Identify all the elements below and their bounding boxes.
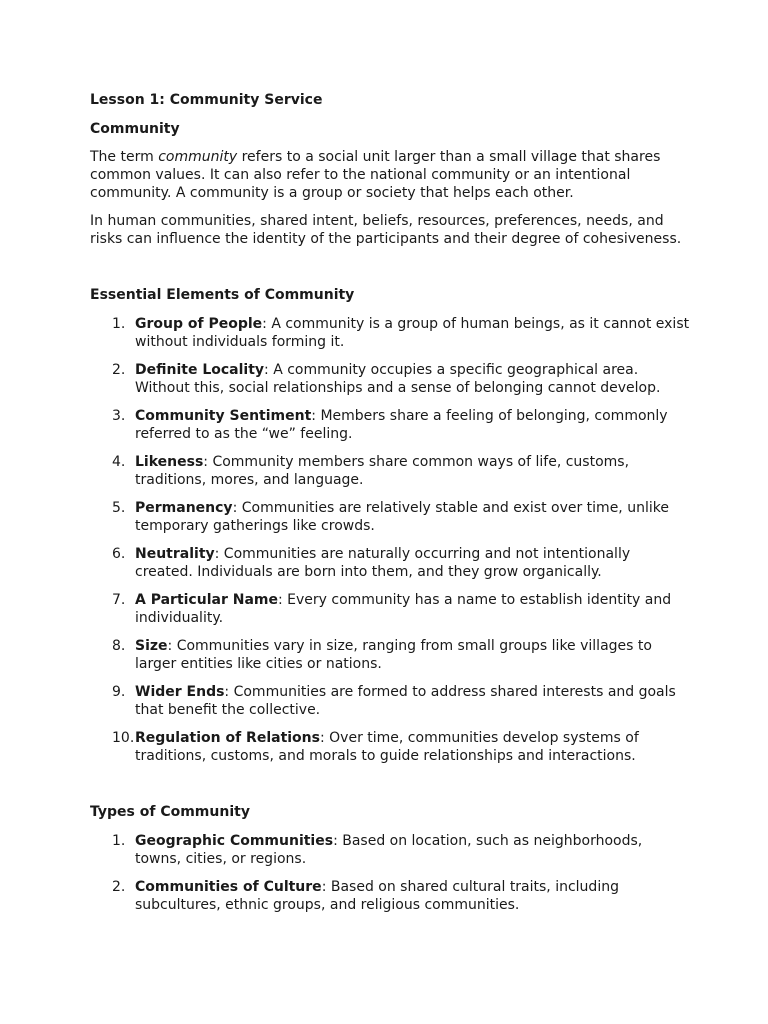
list-term: Likeness — [135, 454, 204, 470]
list-item — [90, 832, 690, 868]
list-number: 6. — [112, 546, 126, 562]
list-item — [90, 407, 690, 443]
list-number: 7. — [112, 592, 126, 608]
list-text: : Based on shared cultural traits, including subcultures, ethnic groups, and religious communities. — [135, 879, 619, 913]
list-term: Definite Locality — [135, 362, 265, 378]
list-term: Neutrality — [135, 546, 215, 562]
list-term: Geographic Communities — [135, 833, 334, 849]
intro-paragraph-1 — [90, 148, 690, 202]
lesson-title: Lesson 1: Community Service — [90, 92, 323, 108]
list-number: 1. — [112, 316, 126, 332]
list-number: 1. — [112, 833, 126, 849]
list-term: Communities of Culture — [135, 879, 322, 895]
list-item — [90, 683, 690, 719]
list-text: : Community members share common ways of life, customs, traditions, mores, and language. — [135, 454, 630, 488]
list-number: 9. — [112, 684, 126, 700]
list-term: Wider Ends — [135, 684, 225, 700]
list-text: : Communities are relatively stable and exist over time, unlike temporary gatherings like crowds. — [135, 500, 669, 534]
list-item — [90, 637, 690, 673]
list-number: 5. — [112, 500, 126, 516]
types-list — [90, 832, 690, 914]
list-number: 2. — [112, 879, 126, 895]
list-item — [90, 361, 690, 397]
list-text: : Every community has a name to establish identity and individuality. — [135, 592, 672, 626]
list-term: Community Sentiment — [135, 408, 312, 424]
list-number: 2. — [112, 362, 126, 378]
list-item — [90, 878, 690, 914]
list-text: : Members share a feeling of belonging, commonly referred to as the “we” feeling. — [135, 408, 668, 442]
list-text: : Over time, communities develop systems of traditions, customs, and morals to guide relationships and interactions. — [135, 730, 639, 764]
elements-list — [90, 315, 690, 765]
intro-emphasis: community — [158, 149, 238, 165]
list-number: 4. — [112, 454, 126, 470]
list-item — [90, 315, 690, 351]
list-item — [90, 545, 690, 581]
list-item — [90, 591, 690, 627]
list-text: : A community is a group of human beings, as it cannot exist without individuals forming it. — [135, 316, 690, 350]
list-text: : Communities are formed to address shared interests and goals that benefit the collective. — [135, 684, 676, 718]
list-term: A Particular Name — [135, 592, 278, 608]
community-heading: Community — [90, 121, 180, 137]
list-text: : Based on location, such as neighborhoods, towns, cities, or regions. — [135, 833, 643, 867]
list-text: : Communities are naturally occurring and not intentionally created. Individuals are born into them, and they grow organically. — [135, 546, 631, 580]
list-item — [90, 499, 690, 535]
intro-paragraph-2: In human communities, shared intent, beliefs, resources, preferences, needs, and risks can influence the identity of the participants and their degree of cohesiveness. — [90, 213, 682, 247]
elements-heading: Essential Elements of Community — [90, 287, 355, 303]
list-term: Regulation of Relations — [135, 730, 320, 746]
intro-text-start: The term — [90, 149, 159, 165]
list-item — [90, 729, 690, 765]
list-text: : Communities vary in size, ranging from small groups like villages to larger entities like cities or nations. — [135, 638, 652, 672]
document-body — [90, 91, 690, 924]
types-heading: Types of Community — [90, 804, 250, 820]
list-text: : A community occupies a specific geographical area. Without this, social relationships and a sense of belonging cannot develop. — [135, 362, 661, 396]
intro-text-end: refers to a social unit larger than a small village that shares common values. It can also refer to the national community or an intentional community. A community is a group or society that helps each other. — [90, 149, 661, 201]
list-number: 10. — [112, 730, 135, 746]
list-term: Permanency — [135, 500, 233, 516]
list-number: 8. — [112, 638, 126, 654]
list-item — [90, 453, 690, 489]
list-term: Group of People — [135, 316, 263, 332]
list-number: 3. — [112, 408, 126, 424]
list-term: Size — [135, 638, 168, 654]
